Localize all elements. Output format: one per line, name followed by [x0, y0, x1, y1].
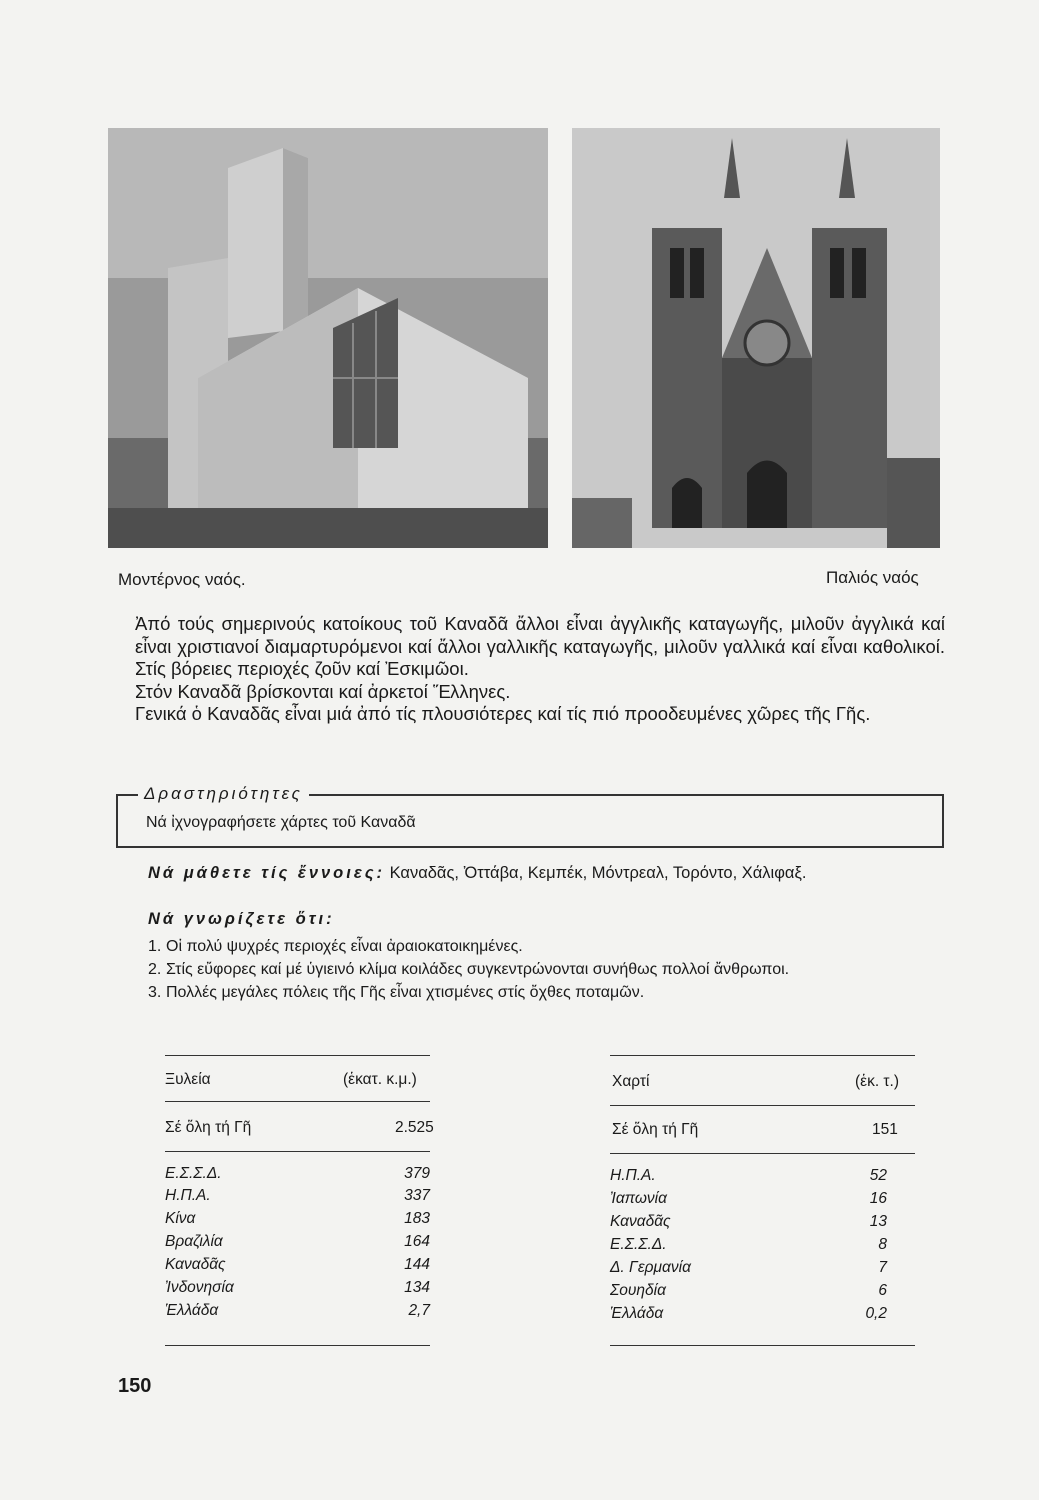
table-world-row [610, 1121, 915, 1143]
fact-number: 3. [148, 984, 162, 1001]
country-value: 379 [404, 1165, 430, 1182]
know-label-line [148, 908, 933, 930]
paragraph-wealth: Γενικά ὁ Καναδᾶς εἶναι μιά ἀπό τίς πλουσιότερες καί τίς πιό προοδευμένες χῶρες τῆς Γῆς. [135, 703, 871, 724]
table-world-row [165, 1119, 434, 1141]
paragraph-greeks: Στόν Καναδᾶ βρίσκονται καί ἀρκετοί Ἕλληνες. [135, 680, 511, 702]
table-row [610, 1282, 887, 1304]
country-name: Η.Π.Α. [610, 1167, 656, 1184]
page-number: 150 [118, 1375, 152, 1397]
timber-world-value: 2.525 [395, 1119, 434, 1136]
table-row [165, 1165, 430, 1187]
activity-box [116, 784, 944, 848]
country-name: Ε.Σ.Σ.Δ. [610, 1236, 667, 1253]
timber-world-label: Σέ ὅλη τή Γῆ [165, 1119, 252, 1136]
table-rule [165, 1101, 430, 1102]
timber-table [165, 1055, 434, 1355]
country-value: 0,2 [865, 1305, 887, 1322]
country-name: Βραζιλία [165, 1233, 223, 1250]
concepts-label: Νά μάθετε τίς ἔννοιες: [148, 864, 386, 882]
table-row [610, 1305, 887, 1327]
table-rule [165, 1055, 430, 1056]
country-value: 134 [404, 1279, 430, 1296]
country-value: 52 [869, 1167, 887, 1184]
country-name: Ἑλλάδα [165, 1302, 219, 1319]
paper-table [610, 1055, 915, 1355]
paragraph-residents: Ἀπό τούς σημερινούς κατοίκους τοῦ Καναδᾶ ἄλλοι εἶναι ἀγγλικῆς καταγωγῆς, μιλοῦν ἀγγλικά καί εἶναι χριστιανοί διαμαρτυρόμενοι καί ἄλλοι γαλλικῆς καταγωγῆς, μιλοῦν γαλλικά καί εἶναι καθολικοί. Στίς βόρειες περιοχές ζοῦν καί Ἐσκιμῶοι. [135, 613, 945, 679]
fact-text: Πολλές μεγάλες πόλεις τῆς Γῆς εἶναι χτισμένες στίς ὄχθες ποταμῶν. [166, 984, 645, 1001]
paper-label: Χαρτί [612, 1073, 650, 1090]
table-row [610, 1167, 887, 1189]
table-row [610, 1236, 887, 1258]
concepts-text: Καναδᾶς, Ὀττάβα, Κεμπέκ, Μόντρεαλ, Τορόντο, Χάλιφαξ. [389, 864, 807, 882]
fact-text: Οἱ πολύ ψυχρές περιοχές εἶναι ἀραιοκατοικημένες. [166, 938, 523, 955]
right-photo-caption: Παλιός ναός [826, 568, 919, 587]
table-row [165, 1256, 430, 1278]
facts-list [148, 935, 933, 1004]
paper-world-label: Σέ ὅλη τή Γῆ [612, 1121, 699, 1138]
timber-label: Ξυλεία [165, 1071, 211, 1088]
country-name: Καναδᾶς [610, 1213, 671, 1230]
old-church-photo [572, 128, 940, 548]
learn-concepts [148, 862, 933, 884]
timber-unit: (ἑκατ. κ.μ.) [343, 1071, 417, 1088]
country-name: Κίνα [165, 1210, 196, 1227]
country-name: Ἰαπωνία [610, 1190, 667, 1207]
table-row [610, 1190, 887, 1212]
table-row [165, 1279, 430, 1301]
table-rule [165, 1151, 430, 1152]
country-name: Ε.Σ.Σ.Δ. [165, 1165, 222, 1182]
country-name: Καναδᾶς [165, 1256, 226, 1273]
table-row [165, 1233, 430, 1255]
fact-number: 2. [148, 961, 162, 978]
table-header [165, 1071, 430, 1093]
activity-title: Δραστηριότητες [138, 784, 309, 804]
table-row [165, 1187, 430, 1209]
country-value: 164 [404, 1233, 430, 1250]
country-value: 16 [869, 1190, 887, 1207]
table-header [610, 1073, 915, 1095]
fact-number: 1. [148, 938, 162, 955]
country-value: 337 [404, 1187, 430, 1204]
activity-text: Νά ἰχνογραφήσετε χάρτες τοῦ Καναδᾶ [146, 814, 416, 831]
table-rule [610, 1345, 915, 1346]
country-name: Η.Π.Α. [165, 1187, 211, 1204]
country-value: 2,7 [408, 1302, 430, 1319]
table-rule [610, 1153, 915, 1154]
fact-item [148, 958, 933, 981]
country-name: Σουηδία [610, 1282, 666, 1299]
table-row [610, 1259, 887, 1281]
table-row [610, 1213, 887, 1235]
modern-church-photo [108, 128, 548, 548]
fact-text: Στίς εὔφορες καί μέ ὑγιεινό κλίμα κοιλάδες συγκεντρώνονται συνήθως πολλοί ἄνθρωποι. [166, 961, 790, 978]
body-text [135, 613, 945, 726]
country-value: 6 [878, 1282, 887, 1299]
country-value: 183 [404, 1210, 430, 1227]
country-value: 8 [878, 1236, 887, 1253]
country-value: 13 [869, 1213, 887, 1230]
country-value: 144 [404, 1256, 430, 1273]
country-name: Ἰνδονησία [165, 1279, 234, 1296]
table-rule [165, 1345, 430, 1346]
left-photo-caption: Μοντέρνος ναός. [118, 570, 246, 589]
paper-world-value: 151 [872, 1121, 898, 1138]
fact-item [148, 981, 933, 1004]
table-row [165, 1210, 430, 1232]
table-row [165, 1302, 430, 1324]
country-name: Δ. Γερμανία [610, 1259, 691, 1276]
paper-unit: (ἑκ. τ.) [855, 1073, 900, 1090]
fact-item [148, 935, 933, 958]
table-rule [610, 1055, 915, 1056]
table-rule [610, 1105, 915, 1106]
know-label: Νά γνωρίζετε ὅτι: [148, 910, 335, 928]
country-value: 7 [878, 1259, 887, 1276]
country-name: Ἑλλάδα [610, 1305, 664, 1322]
